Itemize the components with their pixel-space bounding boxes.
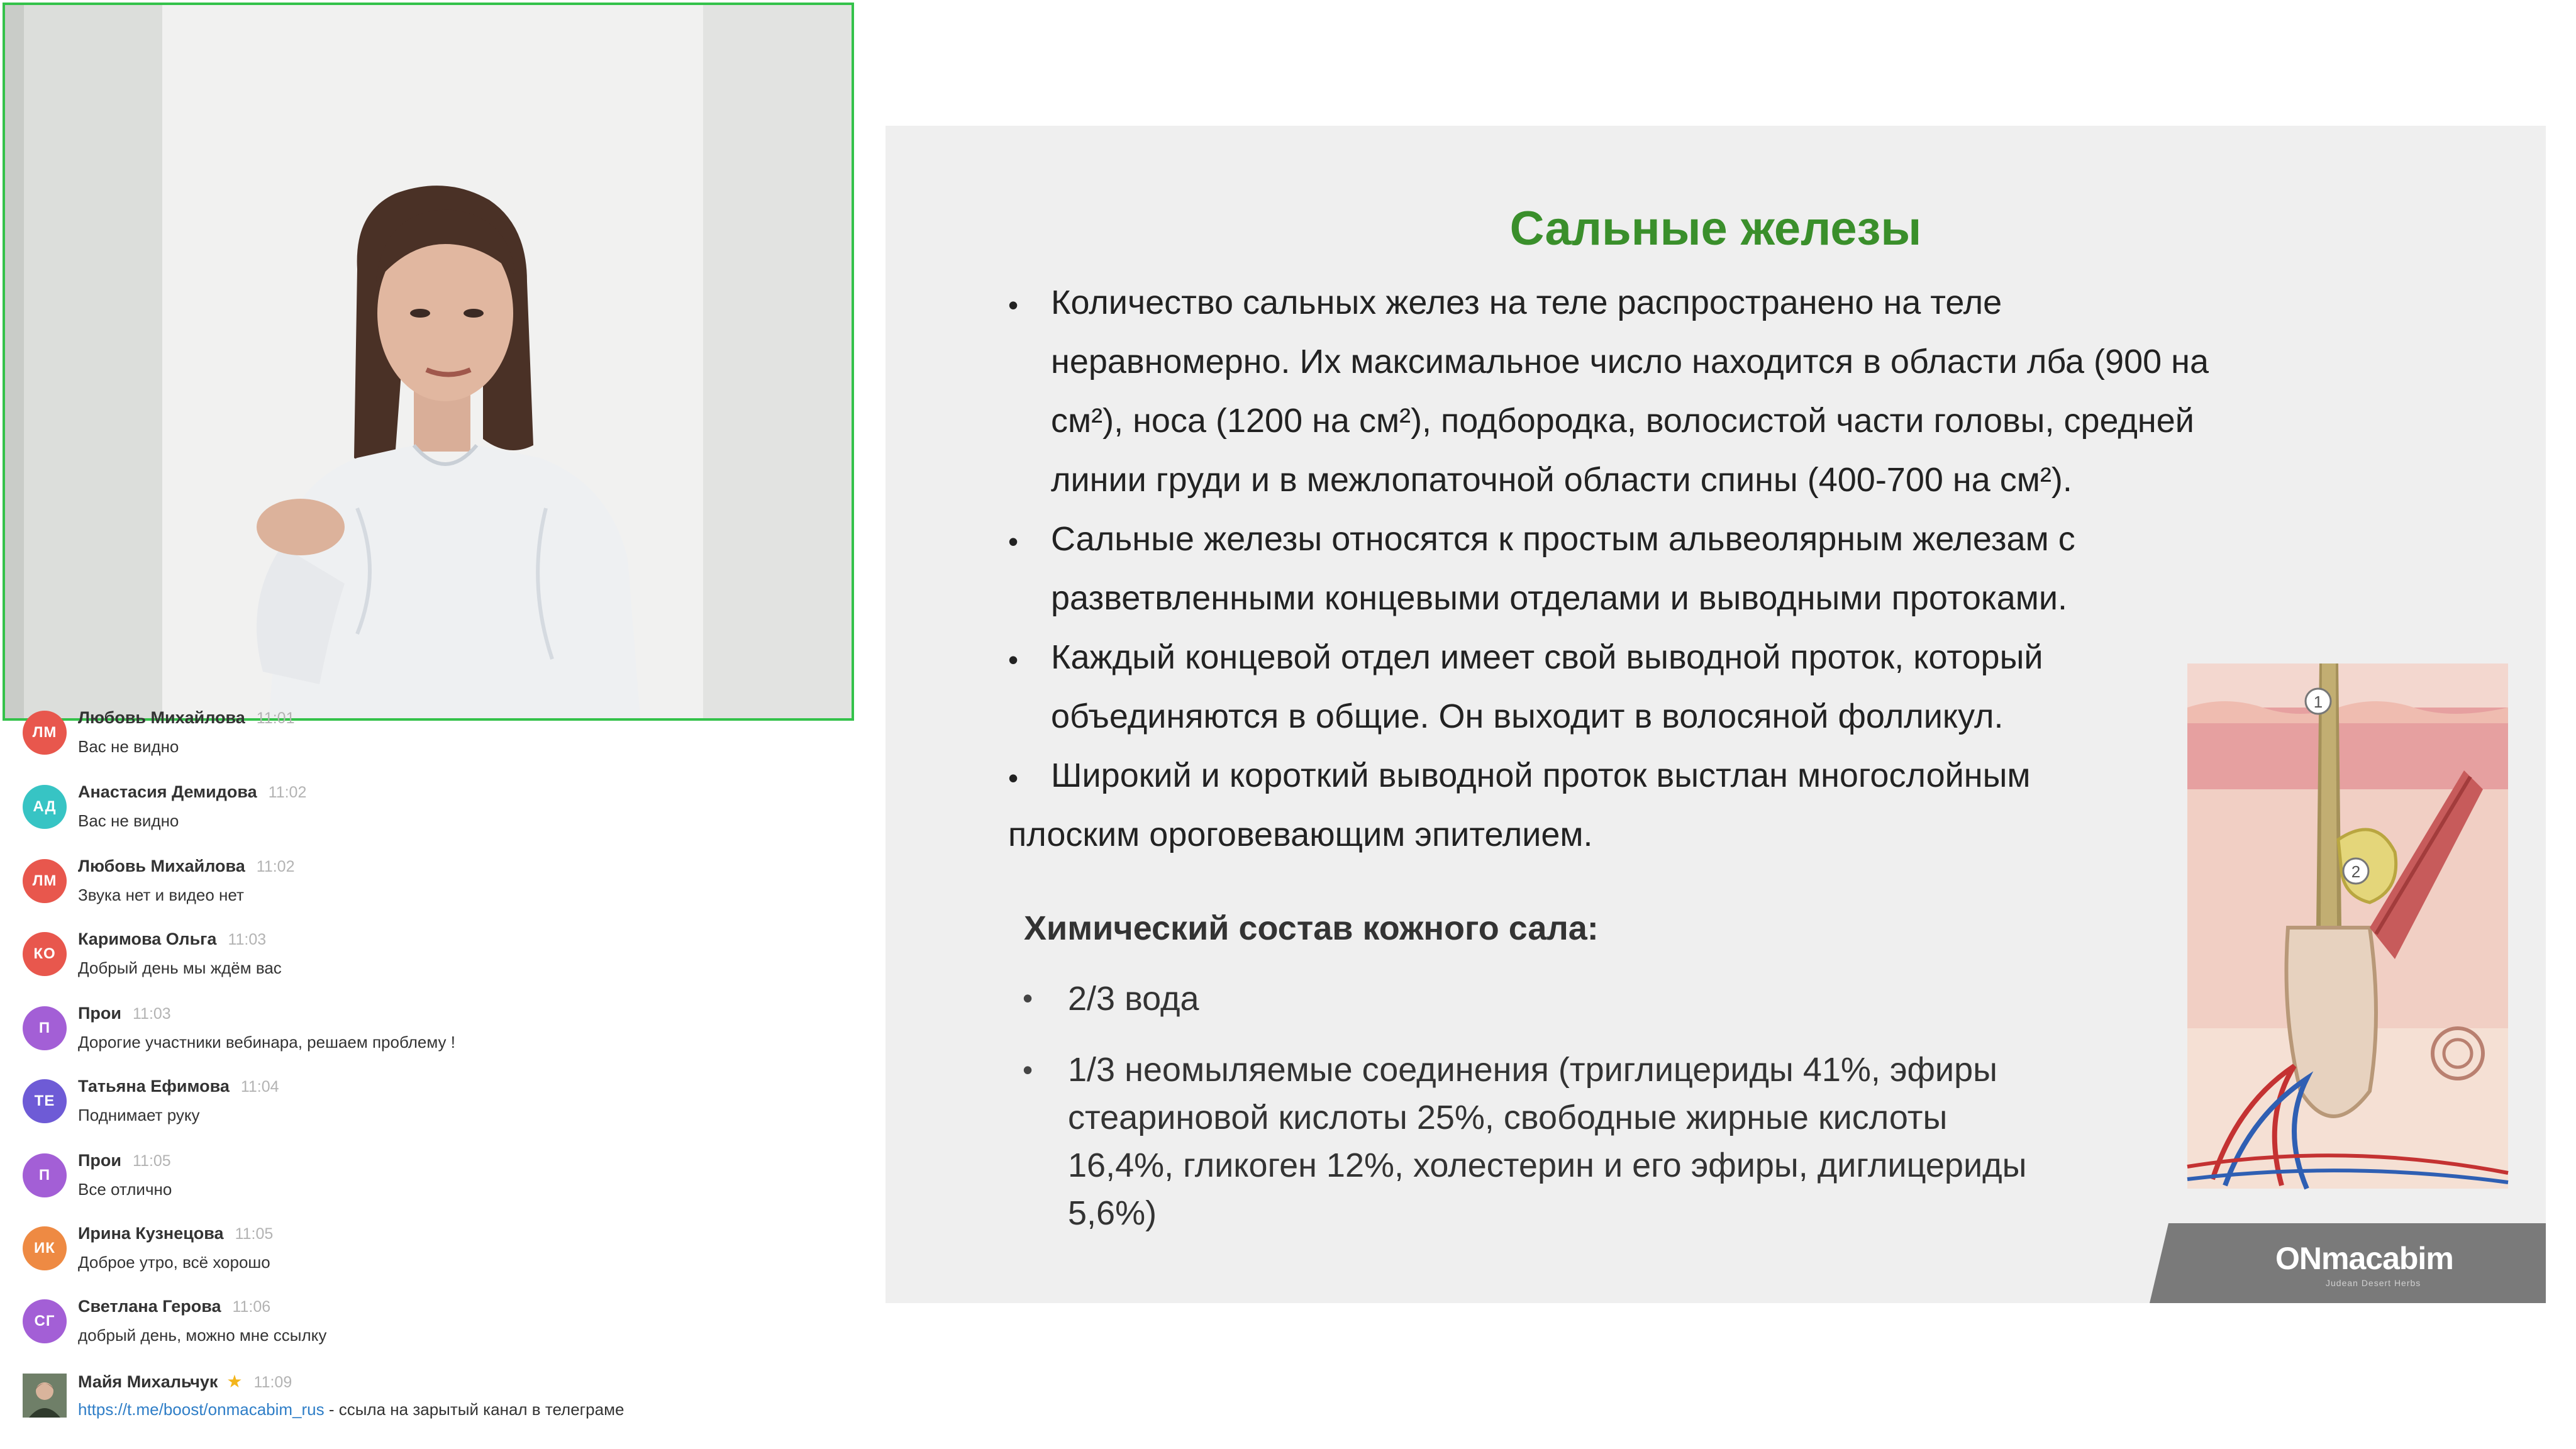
slide-chem-line: 16,4%, гликоген 12%, холестерин и его эфиры, диглицериды [1068,1146,2027,1184]
slide-chem-line: 1/3 неомыляемые соединения (триглицериды 41%, эфиры [1068,1051,1997,1089]
chat-text: Все отлично [78,1180,172,1199]
chat-link[interactable]: https://t.me/boost/onmacabim_rus [78,1400,325,1419]
chat-message-header [78,1224,273,1243]
chat-author: Прои [78,1151,121,1170]
chat-message [23,1147,840,1216]
chat-panel[interactable] [0,708,855,1449]
chat-message-header [78,1151,171,1170]
chat-message-header [78,782,306,802]
speaker-video-frame [5,5,852,718]
slide-chem-line: 2/3 вода [1068,980,1199,1018]
chat-author: Светлана Герова [78,1297,221,1316]
chat-message [23,1293,840,1362]
illustration-label: 1 [2313,692,2323,711]
chat-time: 11:05 [235,1225,274,1243]
chat-text: добрый день, можно мне ссылку [78,1326,327,1345]
chat-message-header [78,708,295,728]
slide-text-line: неравномерно. Их максимальное число находится в области лба (900 на [1051,343,2209,380]
slide-text-line: см²), носа (1200 на см²), подбородка, волосистой части головы, средней [1051,402,2194,440]
chat-time: 11:03 [228,931,267,948]
brand-logo-sub: Judean Desert Herbs [2326,1278,2421,1288]
slide-text-line: плоским ороговевающим эпителием. [1008,816,1593,853]
avatar: П [23,1006,67,1050]
chat-text: Вас не видно [78,737,179,756]
brand-logo: ONmacabim [2275,1241,2453,1276]
bullet-icon: • [1008,289,1019,321]
slide-text-line: объединяются в общие. Он выходит в волосяной фолликул. [1051,697,2004,735]
slide-text-line: Количество сальных желез на теле распространено на теле [1051,284,2002,321]
presentation-slide [886,126,2546,1303]
slide-subheading: Химический состав кожного сала: [1024,909,1599,947]
chat-time: 11:02 [268,784,307,801]
sebaceous-gland-illustration [2187,663,2508,1189]
chat-author: Каримова Ольга [78,930,217,948]
avatar: ТЕ [23,1079,67,1123]
chat-message [23,926,840,995]
chat-time: 11:06 [232,1298,271,1316]
avatar: КО [23,932,67,976]
chat-message [23,1073,840,1142]
chat-message-header [78,930,266,949]
chat-author: Прои [78,1004,121,1023]
chat-message-header [78,1371,292,1392]
chat-author: Майя Михальчук [78,1372,218,1391]
chat-message [23,779,840,848]
chat-time: 11:01 [256,709,295,727]
slide-text-line: Широкий и короткий выводной проток выстлан многослойным [1051,757,2031,794]
illustration-label: 2 [2351,862,2361,881]
chat-author: Ирина Кузнецова [78,1224,224,1243]
chat-author: Татьяна Ефимова [78,1077,230,1096]
chat-author: Любовь Михайлова [78,857,245,875]
avatar-photo-icon [23,1374,67,1418]
bullet-icon: • [1023,982,1033,1014]
chat-text-rest: - ссыла на зарытый канал в телеграме [324,1400,625,1419]
speaker-video-tile[interactable] [3,3,854,721]
bullet-icon: • [1023,1053,1033,1086]
bullet-icon: • [1008,762,1019,794]
bullet-icon: • [1008,643,1019,676]
slide-chem-line: 5,6%) [1068,1194,1157,1232]
chat-message [23,704,840,774]
chat-message-header [78,1297,270,1316]
chat-time: 11:04 [240,1078,279,1096]
chat-time: 11:05 [133,1152,171,1170]
avatar: СГ [23,1299,67,1343]
chat-message [23,1000,840,1069]
star-icon: ★ [226,1372,243,1391]
slide-text-line: Каждый концевой отдел имеет свой выводной проток, который [1051,638,2043,676]
slide-chem-line: стеариновой кислоты 25%, свободные жирные кислоты [1068,1099,1948,1136]
chat-text: Звука нет и видео нет [78,886,244,904]
chat-text: Добрый день мы ждём вас [78,958,282,977]
slide-text-line: Сальные железы относятся к простым альвеолярным железам с [1051,520,2075,558]
avatar: ЛМ [23,711,67,755]
avatar: ИК [23,1226,67,1270]
chat-text [78,1400,624,1419]
chat-time: 11:09 [253,1374,292,1391]
chat-message [23,1220,840,1289]
chat-message [23,853,840,922]
chat-text: Дорогие участники вебинара, решаем проблему ! [78,1033,455,1052]
slide-text-line: разветвленными концевыми отделами и выводными протоками. [1051,579,2068,617]
chat-text: Поднимает руку [78,1106,200,1124]
chat-text: Вас не видно [78,811,179,830]
chat-message [23,1367,840,1436]
chat-message-header [78,1004,171,1023]
slide-title: Сальные железы [1509,202,1922,255]
avatar: ЛМ [23,859,67,903]
chat-message-header [78,1077,279,1096]
chat-message-header [78,857,295,876]
chat-text: Доброе утро, всё хорошо [78,1253,270,1272]
slide-text-line: линии груди и в межлопаточной области спины (400-700 на см²). [1051,461,2072,499]
avatar-photo [23,1374,67,1418]
chat-time: 11:02 [256,858,295,875]
chat-author: Любовь Михайлова [78,708,245,727]
chat-author: Анастасия Демидова [78,782,257,801]
avatar: АД [23,785,67,829]
chat-time: 11:03 [133,1005,171,1023]
bullet-icon: • [1008,525,1019,558]
avatar: П [23,1153,67,1197]
